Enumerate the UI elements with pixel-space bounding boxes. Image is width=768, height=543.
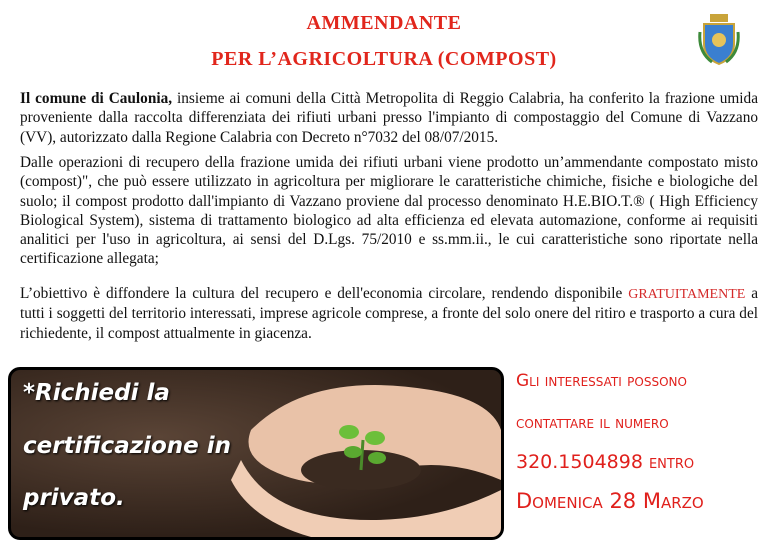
intro-bold: Il comune di Caulonia, (20, 90, 173, 107)
hands-with-seedling-photo (8, 367, 504, 540)
paragraph-intro (20, 89, 758, 147)
contact-deadline: Domenica 28 Marzo (516, 489, 704, 513)
objective-text-a: L’obiettivo è diffondere la cultura del recupero e dell'economia circolare, rendendo disponibile (20, 285, 629, 302)
objective-text-b: a tutti i soggetti del territorio interessati, imprese agricole comprese, a fronte del solo onere del ritiro e trasporto a cura del richiedente, il compost attualmente in giacenza. (20, 285, 758, 342)
contact-line-2: contattare il numero (516, 413, 669, 433)
contact-line-1: Gli interessati possono (516, 371, 687, 391)
image-text-line-1: *Richiedi la (23, 380, 170, 406)
paragraph-objective (20, 284, 758, 343)
title-line-1: AMMENDANTE (306, 12, 462, 34)
image-text-line-3: privato. (23, 485, 125, 511)
contact-phone: 320.1504898 entro (516, 451, 695, 473)
image-text-line-2: certificazione in (23, 433, 232, 459)
paragraph-compost: Dalle operazioni di recupero della frazione umida dei rifiuti urbani viene prodotto un’ammendante compostato misto (compost)", che può essere utilizzato in agricoltura per migliorare le caratteristiche chimiche, fisiche e biologiche del suolo; il compost prodotto dall'impianto di Vazzano proviene dal processo denominato H.E.BIO.T.® ( High Efficiency Biological System), sistema di trattamento biologico ad alta efficienza ed elevata automazione, conforme ai requisiti analitici per l'uso in agricoltura, ai sensi del D.Lgs. 75/2010 e ss.mm.ii., le cui caratteristiche sono riportate nella certificazione allegata; (20, 154, 758, 268)
intro-text: insieme ai comuni della Città Metropolita di Reggio Calabria, ha conferito la frazione umida proveniente dalla raccolta differenziata dei rifiuti urbani presso l'impianto di compostaggio del Comune di Vazzano (VV), autorizzato dalla Regione Calabria con Decreto n°7032 del 08/07/2015. (20, 90, 758, 146)
title-line-2: PER L’AGRICOLTURA (COMPOST) (211, 48, 557, 70)
municipal-crest-icon (698, 12, 740, 66)
free-highlight: GRATUITAMENTE (628, 287, 746, 302)
